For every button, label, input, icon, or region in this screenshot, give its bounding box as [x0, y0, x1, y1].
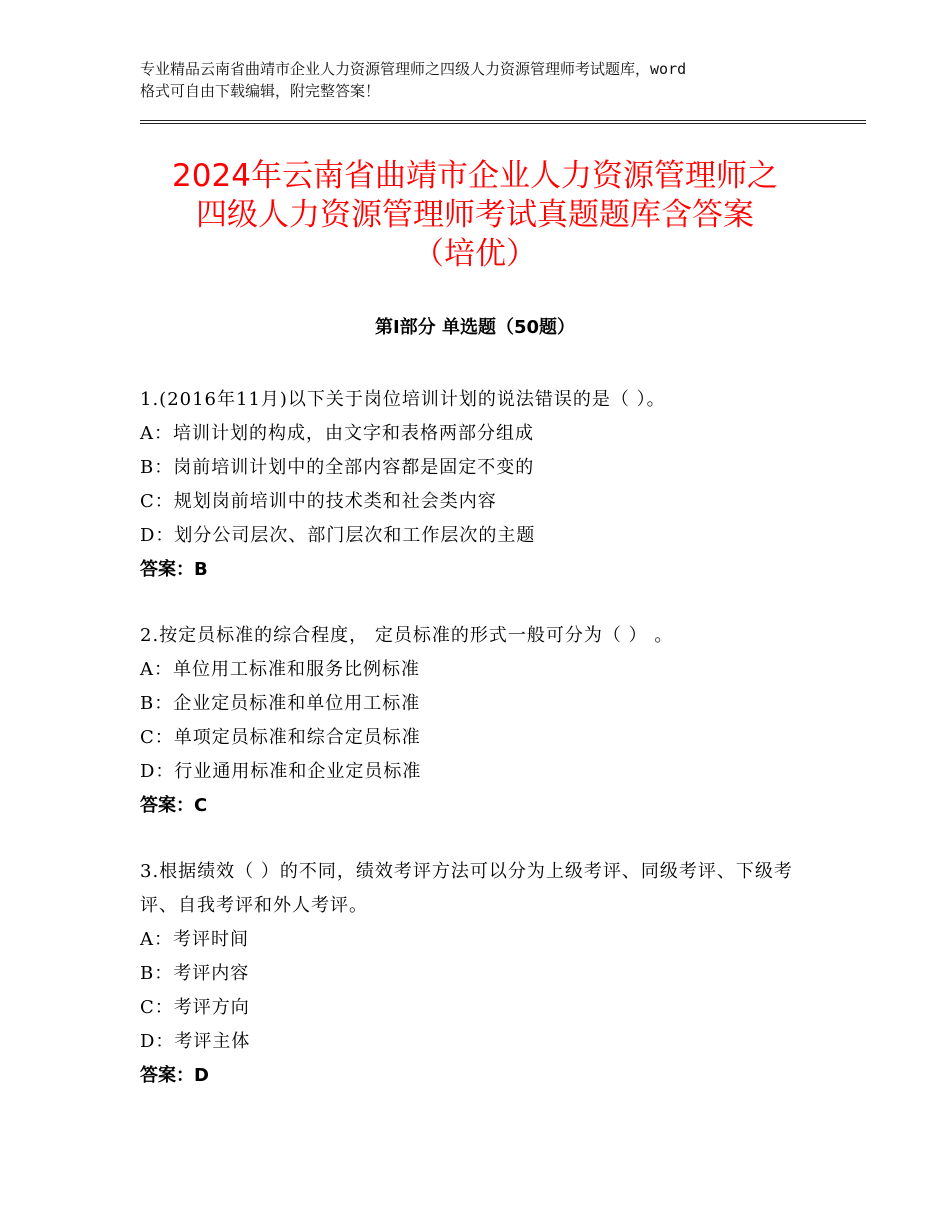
question-stem: 1.(2016年11月)以下关于岗位培训计划的说法错误的是（ ）。 — [140, 389, 666, 410]
header-divider — [140, 120, 866, 126]
header-divider-line-bottom — [140, 123, 866, 124]
question-option-d: D：考评主体 — [140, 1031, 251, 1052]
document-title-line-3: （培优） — [413, 236, 537, 272]
question-list — [140, 383, 820, 1125]
question-option-a: A：单位用工标准和服务比例标准 — [140, 659, 420, 680]
question-1 — [140, 383, 820, 587]
header-note — [140, 58, 830, 102]
document-title — [120, 157, 830, 274]
question-option-d: D：划分公司层次、部门层次和工作层次的主题 — [140, 525, 536, 546]
question-option-b: B：考评内容 — [140, 963, 250, 984]
question-option-b: B：企业定员标准和单位用工标准 — [140, 693, 421, 714]
question-3 — [140, 855, 820, 1093]
question-option-d: D：行业通用标准和企业定员标准 — [140, 761, 422, 782]
question-stem: 3.根据绩效（ ）的不同，绩效考评方法可以分为上级考评、同级考评、下级考评、自我考评和外人考评。 — [140, 861, 793, 916]
question-answer: 答案：D — [140, 1065, 209, 1086]
question-option-b: B：岗前培训计划中的全部内容都是固定不变的 — [140, 457, 535, 478]
question-option-c: C：考评方向 — [140, 997, 250, 1018]
document-title-line-2: 四级人力资源管理师考试真题题库含答案 — [196, 197, 754, 233]
question-answer: 答案：C — [140, 795, 208, 816]
question-2 — [140, 619, 820, 823]
header-note-line-1: 专业精品云南省曲靖市企业人力资源管理师之四级人力资源管理师考试题库，word — [140, 60, 687, 78]
question-stem: 2.按定员标准的综合程度， 定员标准的形式一般可分为（ ） 。 — [140, 625, 674, 646]
section-heading: 第Ⅰ部分 单选题（50题） — [374, 317, 575, 338]
question-answer: 答案：B — [140, 559, 208, 580]
header-note-line-2: 格式可自由下载编辑，附完整答案！ — [140, 82, 381, 100]
question-option-a: A：考评时间 — [140, 929, 249, 950]
question-option-a: A：培训计划的构成，由文字和表格两部分组成 — [140, 423, 534, 444]
question-option-c: C：单项定员标准和综合定员标准 — [140, 727, 421, 748]
question-option-c: C：规划岗前培训中的技术类和社会类内容 — [140, 491, 497, 512]
header-divider-line-top — [140, 120, 866, 121]
document-title-line-1: 2024年云南省曲靖市企业人力资源管理师之 — [172, 158, 778, 194]
